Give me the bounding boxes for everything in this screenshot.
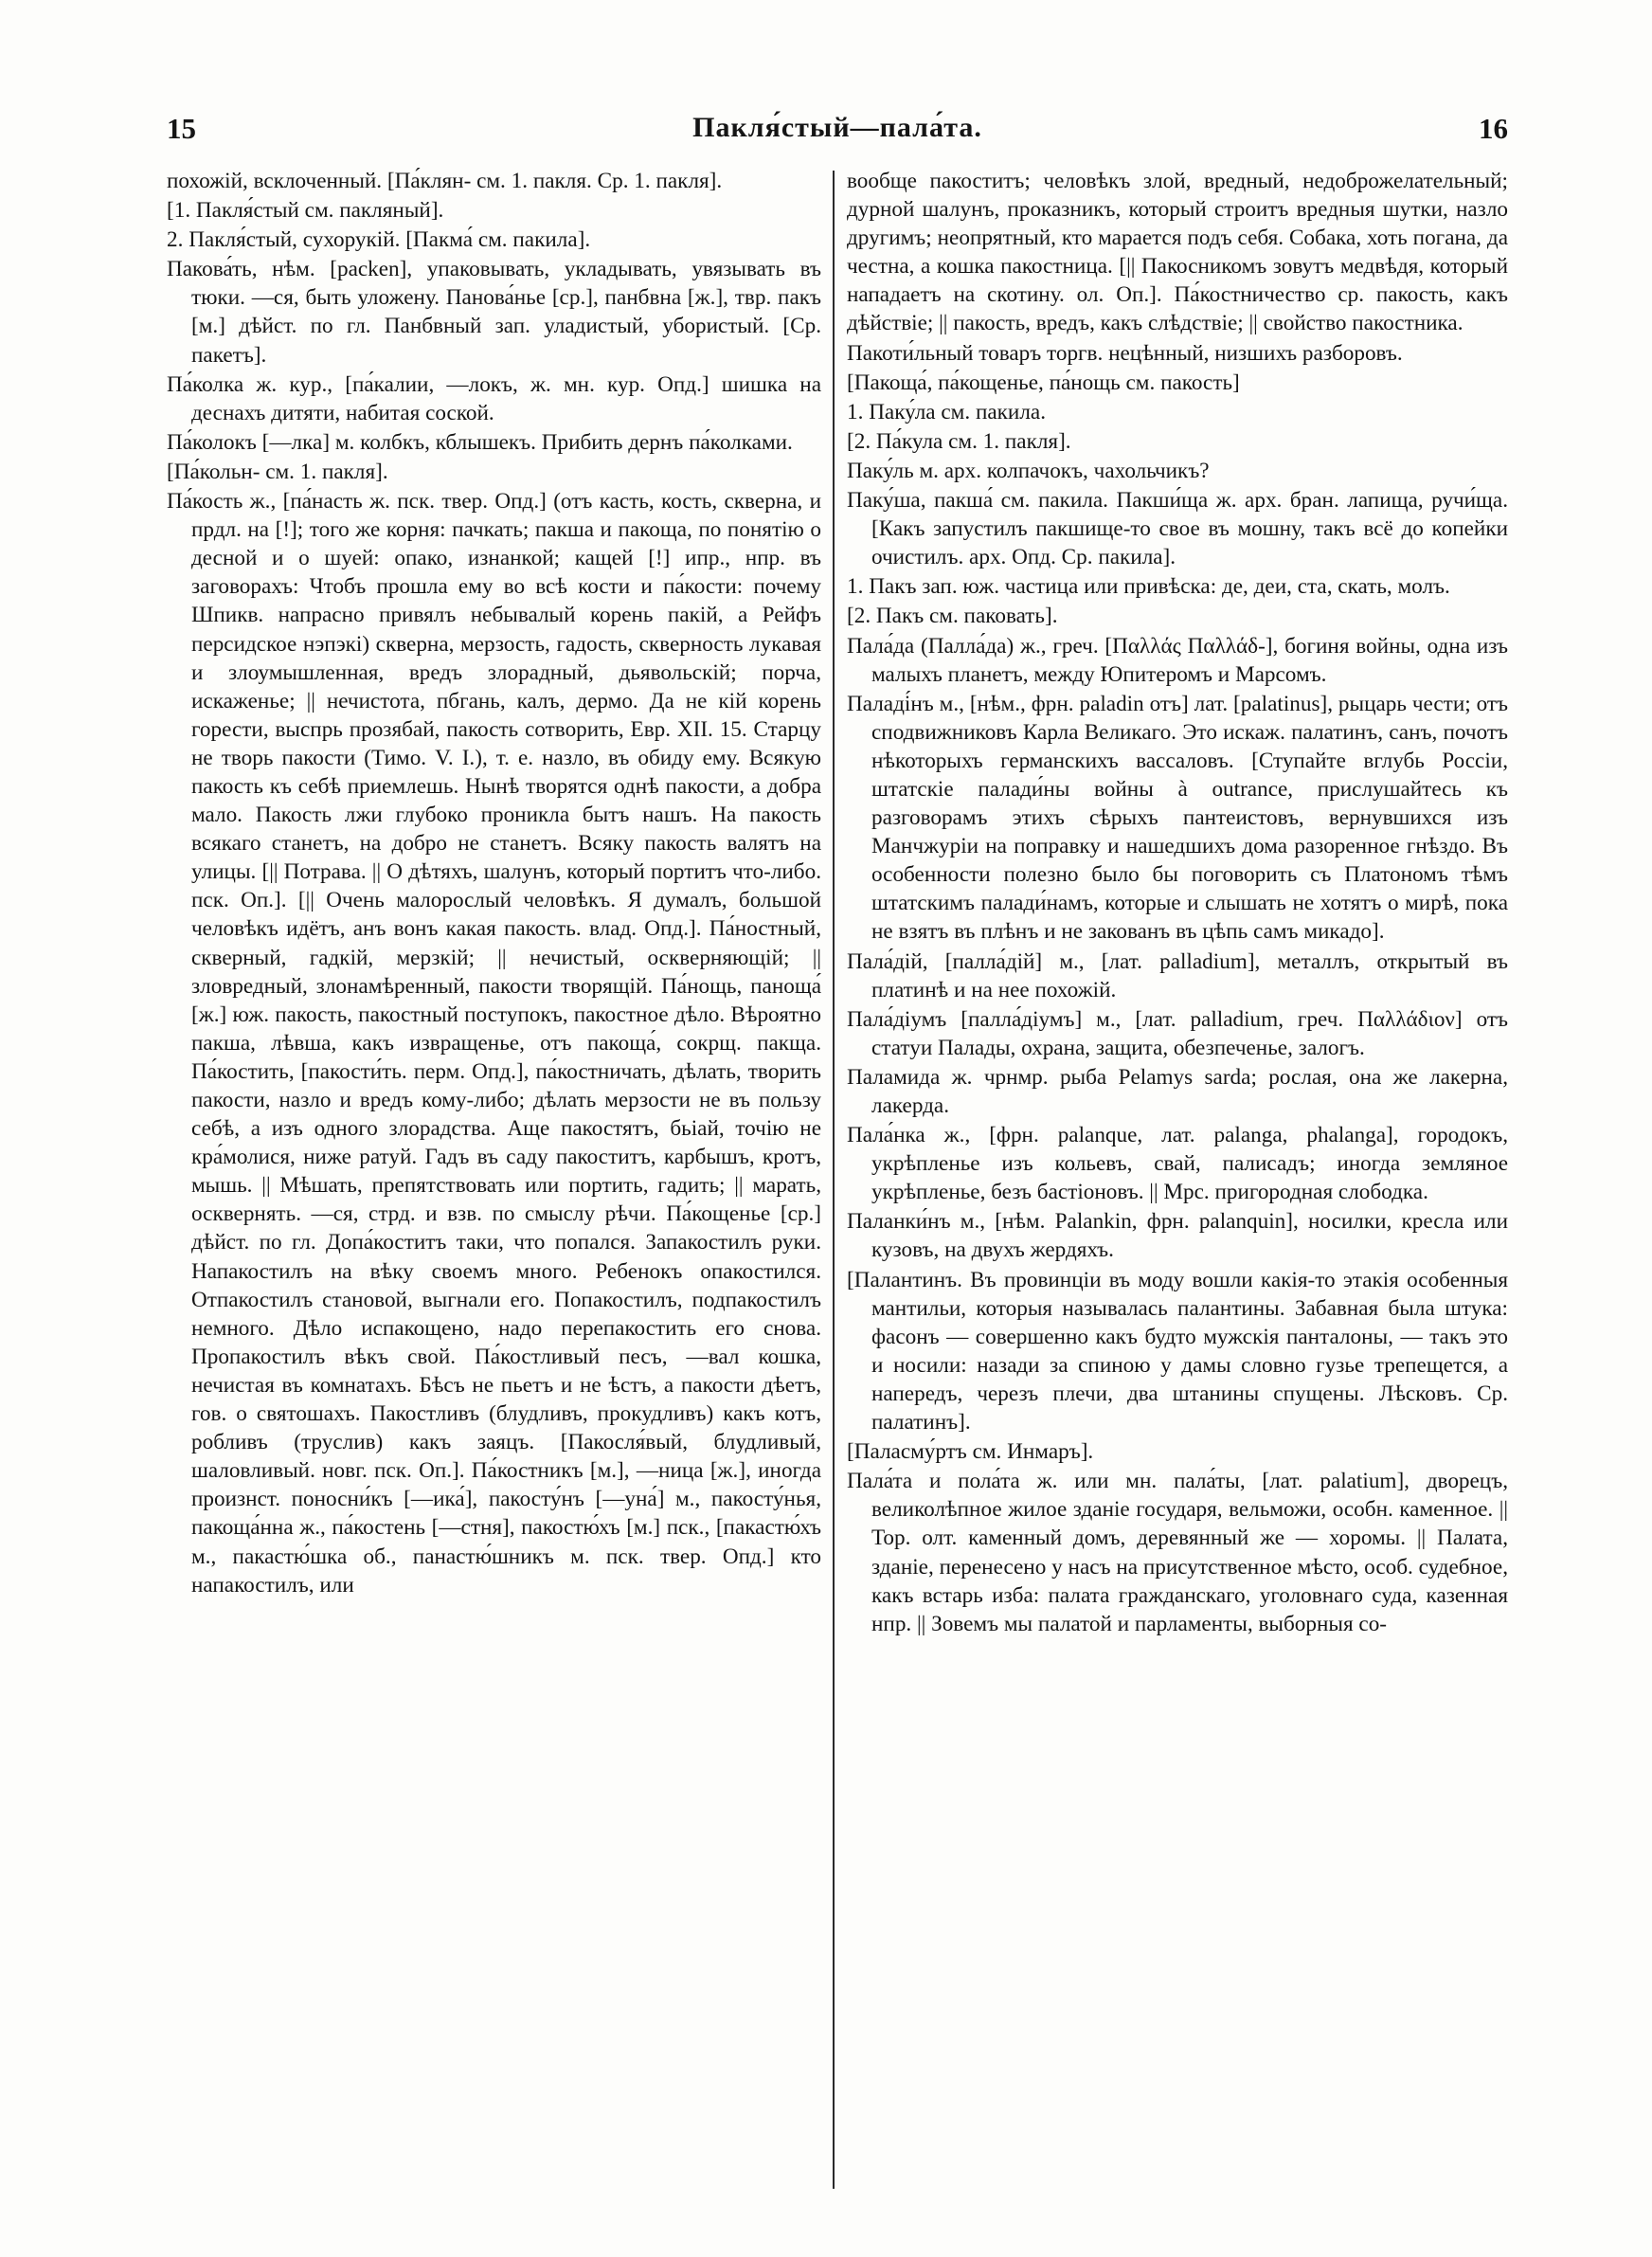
dictionary-entry: Пала́да (Палла́да) ж., греч. [Παλλάς Παλλάδ-], богиня войны, одна изъ малыхъ планетъ, между Юпитеромъ и Марсомъ.	[847, 633, 1508, 687]
dictionary-entry: Па́колка ж. кур., [па́калии, —локъ, ж. мн. кур. Опд.] шишка на деснахъ дитяти, набитая соской.	[167, 371, 821, 425]
dictionary-entry: 2. Пакля́стый, сухорукій. [Пакма́ см. пакила].	[167, 227, 591, 253]
dictionary-entry: Паладі́нъ м., [нѣм., фрн. paladin отъ] лат. [palatinus], рыцарь чести; отъ сподвижниковъ Карла Великаго. Это искаж. палатинъ, санъ, почотъ нѣкоторыхъ германскихъ вассаловъ. [Ступайте вглубь Россіи, штатскіе палади́ны войны à outrance, прислушайтесь къ разговорамъ этихъ сѣрыхъ пантеистовъ, вернувшихся изъ Манчжуріи на поправку и нашедшихъ дома разоренное гнѣздо. Въ особенности полезно было бы поговорить съ Платономъ тѣмъ штатскимъ палади́намъ, которые и слышать не хотятъ о мирѣ, пока не взятъ въ плѣнъ и не закованъ въ цѣпь самъ микадо].	[847, 691, 1508, 945]
dictionary-entry: Паку́ль м. арх. колпачокъ, чахольчикъ?	[847, 458, 1210, 483]
dictionary-entry: Пакова́ть, нѣм. [packen], упаковывать, укладывать, увязывать въ тюки. —ся, быть уложену. Панова́нье [ср.], панбвна [ж.], твр. пакъ [м.] дѣйст. по гл. Панбвный зап. уладистый, убористый. [Ср. пакетъ].	[167, 257, 821, 368]
page-header	[167, 112, 1508, 153]
dictionary-entry: Па́кость ж., [па́насть ж. пск. твер. Опд.] (отъ касть, кость, скверна, и прдл. на [!]; того же корня: пачкать; пакша и пакоща, по понятію о десной и о шуей: опако, изнанкой; кащей [!] ипр., нпр. въ заговорахъ: Чтобъ прошла ему во всѣ кости и па́кости: почему Шпикв. напрасно привялъ небывалый корень пакiй, а Рейфъ персидское нэпэкi) скверна, мерзость, гадость, скверность лукавая и злоумышленная, вредъ злорадный, дьявольскій; порча, искаженье; || нечистота, пбгань, калъ, дермо. Да не кiй корень горести, выспрь прозябай, пакость сотворить, Евр. XII. 15. Старцу не творь пакости (Тимо. V. I.), т. е. назло, въ обиду ему. Всякую пакость къ себѣ приемлешь. Нынѣ творятся однѣ пакости, а добра мало. Пакость лжи глубоко проникла бытъ нашъ. На пакость всякаго станетъ, на добро не станетъ. Всяку пакость валятъ на улицы. [|| Потрава. || О дѣтяхъ, шалунъ, который портитъ что-либо. пск. Оп.]. [|| Очень малорослый человѣкъ. Я думалъ, большой человѣкъ идётъ, анъ вонъ какая пакость. влад. Опд.]. Па́ностный, скверный, гадкій, мерзкій; || нечистый, оскверняющій; || зловредный, злонамѣренный, пакости творящій. Па́нощь, паноща́ [ж.] юж. пакость, пакостный поступокъ, пакостное дѣло. Вѣроятно пакша, лѣвша, какъ извращенье, отъ пакоща́, сокрщ. пакща. Па́костить, [пакости́ть. перм. Опд.], па́костничать, дѣлать, творить пакости, назло и вредъ кому-либо; дѣлать мерзости не въ пользу себѣ, а изъ одного злорадства. Аще пакостятъ, бьiай, точiю не кра́молися, ниже ратуй. Гадъ въ саду пакоститъ, карбышъ, кротъ, мышь. || Мѣшать, препятствовать или портить, гадить; || марать, осквернять. —ся, стрд. и взв. по смыслу рѣчи. Па́кощенье [ср.] дѣйст. по гл. Допа́коститъ таки, что попался. Запакостилъ руки. Напакостилъ на вѣку своемъ много. Ребенокъ опакостился. Отпакостилъ становой, выгнали его. Попакостилъ, подпакостилъ немного. Дѣло испакощено, надо перепакостить его снова. Пропакостилъ вѣкъ свой. Па́костливый песъ, —вал кошка, нечистая въ комнатахъ. Бѣсъ не пьетъ и не ѣстъ, а пакости дѣетъ, гов. о святошахъ. Пакостливъ (блудливъ, прокудливъ) какъ котъ, робливъ (труслив) какъ заяцъ. [Пакосля́вый, блудливый, шаловливый. новг. пск. Оп.]. Па́костникъ [м.], —ница [ж.], иногда произнст. поносни́къ [—ика́], пакосту́нъ [—уна́] м., пакосту́нья, пакоща́нна ж., па́костень [—стня], пакостю́хъ [м.] пск., [пакастю́хъ м., пакастю́шка об., панастю́шникъ м. пск. твер. Опд.] кто напакостилъ, или	[167, 489, 821, 1598]
dictionary-entry: Пала́та и пола́та ж. или мн. пала́ты, [лат. palatium], дворецъ, великолѣпное жилое зданіе государя, вельможи, особн. каменное. || Тор. олт. каменный домъ, деревянный же — хоромы. || Палата, зданіе, перенесено у насъ на присутственное мѣсто, особ. судебное, какъ встарь изба: палата гражданскаго, уголовнаго суда, казенная нпр. || Зовемъ мы палатой и парламенты, выборныя со-	[847, 1469, 1508, 1636]
page-number-right: 16	[1479, 112, 1508, 145]
right-column	[847, 167, 1508, 2204]
dictionary-entry: похожій, всклоченный. [Па́клян- см. 1. пакля. Ср. 1. пакля].	[167, 169, 723, 193]
dictionary-entry: [Па́кольн- см. 1. пакля].	[167, 459, 388, 484]
dictionary-entry: вообще пакоститъ; человѣкъ злой, вредный, недоброжелательный; дурной шалунъ, проказникъ, который строитъ вредныя шутки, назло другимъ; неопрятный, кто марается подъ себя. Собака, хоть погана, да честна, а кошка пакостница. [|| Пакосникомъ зовутъ медвѣдя, который нападаетъ на скотину. ол. Оп.]. Па́костничество ср. пакость, какъ дѣйствіе; || пакость, вредъ, какъ слѣдствіе; || свойство пакостника.	[847, 169, 1508, 336]
running-title: Пакля́стый—пала́та.	[692, 112, 982, 143]
column-divider	[833, 171, 835, 2189]
dictionary-entry: 1. Пакъ зап. юж. частица или привѣска: де, деи, ста, скать, молъ.	[847, 574, 1450, 600]
left-column	[167, 167, 821, 2204]
dictionary-entry: Пала́дій, [палла́дій] м., [лат. palladium], металлъ, открытый въ платинѣ и на нее похожій.	[847, 948, 1508, 1002]
dictionary-entry: Пакоти́льный товаръ торгв. нецѣнный, низшихъ разборовъ.	[847, 340, 1403, 366]
dictionary-entry: Пала́нка ж., [фрн. palanque, лат. palanga, phalanga], городокъ, укрѣпленье изъ кольевъ, свай, палисадъ; иногда земляное укрѣпленье, безъ бастіоновъ. || Мрс. пригородная слободка.	[847, 1123, 1508, 1205]
dictionary-entry: [Палантинъ. Въ провинціи въ моду вошли какія-то этакія особенныя мантильи, которыя называлась палантины. Забавная была штука: фасонъ — совершенно какъ будто мужскія панталоны, — такъ это и носили: назади за спиною у дамы словно гузье трепещется, а напередъ, черезъ плечи, два штанины спущены. Лѣсковъ. Ср. палатинъ].	[847, 1267, 1508, 1435]
dictionary-entry: [Пакоща́, па́кощенье, па́нощь см. пакость]	[847, 370, 1240, 395]
dictionary-entry: [2. Пакъ см. паковать].	[847, 604, 1058, 629]
dictionary-entry: Паланки́нъ м., [нѣм. Palankin, фрн. palanquin], носилки, кресла или кузовъ, на двухъ жердяхъ.	[847, 1209, 1508, 1263]
dictionary-entry: Па́колокъ [—лка] м. колбкъ, кблышекъ. Прибить дернъ па́колками.	[167, 429, 793, 455]
dictionary-entry: [Паласму́ртъ см. Инмаръ].	[847, 1439, 1094, 1465]
dictionary-entry: [1. Пакля́стый см. пакляный].	[167, 198, 444, 224]
dictionary-entry: Пала́діумъ [палла́діумъ] м., [лат. palladium, греч. Παλλάδιον] отъ статуи Палады, охрана, защита, обезпеченье, залогъ.	[847, 1006, 1508, 1060]
dictionary-entry: 1. Паку́ла см. пакила.	[847, 399, 1046, 424]
page-number-left: 15	[167, 112, 196, 145]
dictionary-entry: Паламида ж. чрнмр. рыба Pelamys sarda; рослая, она же лакерна, лакерда.	[847, 1064, 1508, 1118]
dictionary-entry: [2. Па́кула см. 1. пакля].	[847, 428, 1071, 454]
dictionary-entry: Паку́ша, пакша́ см. пакила. Пакши́ща ж. арх. бран. лапища, ручи́ща. [Какъ запустилъ пакшище-то свое въ мошну, такъ всё до копейки очистилъ. арх. Опд. Ср. пакила].	[847, 488, 1508, 570]
